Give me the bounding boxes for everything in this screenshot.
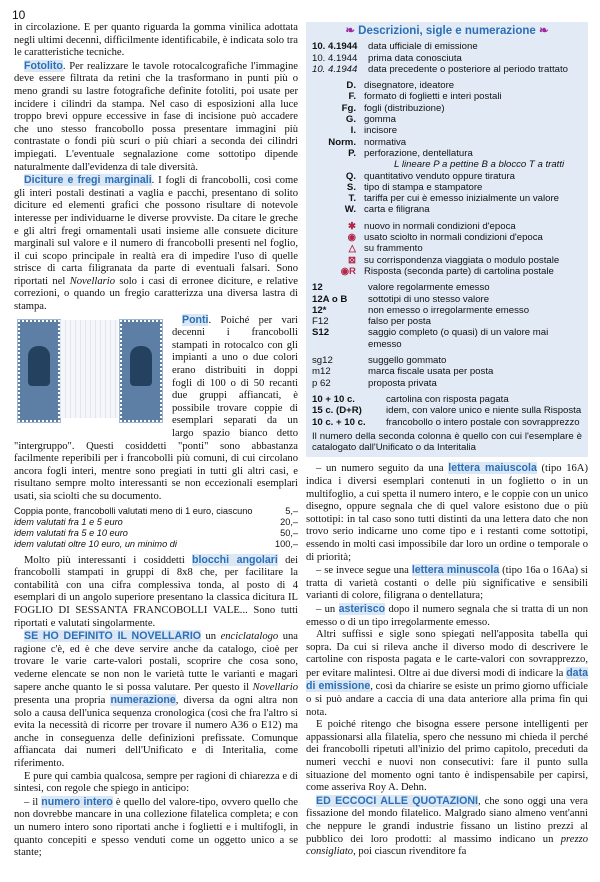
heading-fotolito: Fotolito [24, 59, 63, 72]
legend-row: T. tariffa per cui è emesso inizialmente un valore [348, 193, 559, 205]
legend-row: △ su frammento [312, 243, 582, 254]
heading-numerazione: numerazione [110, 694, 176, 707]
reply-icon: ◉R [340, 265, 356, 277]
heading-definito: SE HO DEFINITO IL NOVELLARIO [24, 630, 202, 643]
price-table [14, 506, 298, 550]
legend-row: S. tipo di stampa e stampatore [346, 181, 483, 193]
legend-row: ⊠ su corrispondenza viaggiata o modulo postale [312, 255, 582, 266]
legend-row: I. incisore [350, 125, 398, 137]
stamp-right [120, 320, 162, 422]
heading-maiuscola: lettera maiuscola [448, 462, 537, 475]
text-novellario-em: Novellario [69, 275, 116, 287]
intergroup-gutter [60, 320, 118, 418]
paragraph-intelligenti: E poiché ritengo che bisogna essere persone intelligenti per appassionarsi alla filatelia, spero che nessuno mi chieda il perché dei francobolli ripetuti all'inizio del primo capitolo, preceduti da numeri vecchi e nuovi non consecutivi: fare il punto sulla situazione del momento ogni tanto è indispensabile per capirsi, come asseriva Roy A. Dehn. [306, 719, 588, 794]
heading-data-emissione: data di emissione [306, 666, 588, 693]
paragraph-regole: E pure qui cambia qualcosa, sempre per ragioni di chiarezza e di sintesi, con regole che spiego in anticipo: [14, 770, 298, 795]
heading-asterisco: asterisco [338, 602, 386, 615]
legend-row: sg12 suggello gommato [312, 355, 447, 367]
paragraph-blocchi: Molto più interessanti i cosiddetti blocchi angolari dei francobolli stampati in gruppi di 8x8 che, per facilitare la contabilità con una cifra complessiva tonda, al posto di 4 esemplari di un angolo superiore presentano la classica dicitura IL FOGLIO DI SESSANTA FRANCOBOLLI VALE... Sono tutti riportati e valutati singolarmente. [14, 553, 299, 629]
legend-row: m12 marca fiscale usata per posta [312, 366, 494, 378]
text-ponti: . Poiché per vari decenni i francobolli stampati in rotocalco con gli impianti a uno o due colori erano distribuiti in doppi fogli di 100 o di 50 recanti due gruppi affiancati, è possibile trovare coppie di esemplari separati da un largo spazio bianco detto "intergruppo". Questi cosiddetti "ponti" sono abbastanza facilmente reperibili per i francobolli più comuni, di cui circolano ancora fogli interi, mentre sono pregiati in tutti gli altri casi, e risultano sempre molto interessanti se non eccezionali esemplari usati, sia sciolti che su documento. [14, 314, 298, 502]
heading-quotazioni: ED ECCOCI ALLE QUOTAZIONI [316, 794, 478, 807]
left-column [14, 22, 298, 860]
paragraph-maiuscola: – un numero seguito da una lettera maiuscola (tipo 16A) indica i diversi esemplari contenuti in un foglietto o in un multifoglio, a cui spetta il numero intero, e le coppie con un unico disegno, oppure segnala che di quel valore esistono due o più sottotipi: in tal caso sono tutti distinti da una lettera dato che non trovo serio indicarne uno come tipo e i restanti come sottotipi, essendo in molti casi impossibile dar loro un ordine o temporale o di priorità; [306, 462, 588, 563]
paragraph-minuscola: – se invece segue una lettera minuscola (tipo 16a o 16Aa) si tratta di varietà costanti o delle più significative e sensibili varianti di colore, filigrana o dentellatura; [306, 564, 588, 602]
legend-row: L lineare P a pettine B a blocco T a tratti [394, 159, 565, 171]
heading-blocchi: blocchi angolari [192, 553, 278, 566]
stamp-pair-image [14, 316, 166, 428]
legend-row: p 62 proposta privata [312, 377, 437, 389]
stamp-left [18, 320, 60, 422]
paragraph-diciture [14, 174, 298, 314]
right-column [306, 22, 588, 859]
legend-row: S12 saggio completo (o quasi) di un valore mai emesso [312, 327, 549, 350]
legend-row: Q. quantitativo venduto oppure tiratura [345, 170, 515, 182]
paragraph-definito: SE HO DEFINITO IL NOVELLARIO un enciclatalogo una ragione c'è, ed è che deve servire anche da catalogo, cioè per trovare le varie carte-valori postali, scoprire che cosa sono, vederne elencate se non non le varietà tutte le varianti e magari sapere anche quanto le si possa valutare. Per questo il Novellario presenta una propria numerazione, diversa da ogni altra non solo a causa dell'unica sequenza cronologica (così che fra l'altro si evita la necessità di ricorre per trovare il numero A36 o E12) ma anche in conseguenza delle definizioni prefissate. Comunque affiancata dai numeri dell'Unificato e di Interitalia, come riferimento. [14, 630, 299, 770]
legend-row: 15 c. (D+R) idem, con valore unico e niente sulla Risposta [312, 405, 582, 417]
price-row: idem valutati fra 1 e 5 euro 20,– [14, 516, 298, 527]
legend-row: 10. 4.1944 prima data conosciuta [312, 52, 462, 64]
legend-box [306, 22, 588, 457]
ornament-icon: ❧ [345, 25, 355, 37]
legend-row: ◉R Risposta (seconda parte) di cartolina postale [312, 266, 582, 277]
legend-row: 12A o B sottotipi di uno stesso valore [312, 293, 490, 305]
legend-row: Fg. fogli (distribuzione) [341, 102, 445, 114]
legend-row: 10 + 10 c. cartolina con risposta pagata [312, 393, 509, 405]
legend-row: D. disegnatore, ideatore [346, 80, 455, 92]
legend-row: F12 falso per posta [312, 316, 431, 328]
fragment-icon: △ [348, 243, 356, 255]
text-diciture-2: solo i casi di erronee diciture, e relative correzioni, o quando un fregio caratterizza una diversa lastra di stampa. [14, 275, 298, 313]
legend-row: P. perforazione, dentellatura [348, 147, 473, 159]
text-diciture: . I fogli di francobolli, così come gli interi postali destinati a vaglia e pacchi, presentano di solito diciture ed elementi grafici che possono risultare di notevole interesse per individuarne le diverse provviste. Da citare le greche e gli altri fregi ornamentali usati insieme alle consuete diciture marginali sul valore e il numero di francobolli presenti nel foglio, il cui scopo principale in realtà era di impedire l'uso di quelle strisce di carta filigranata da parte di eventuali falsari. Sono riportati nel [14, 175, 299, 287]
heading-ponti: Ponti [182, 313, 209, 326]
legend-row: 12 valore regolarmente emesso [312, 282, 490, 294]
text-fotolito: . Per realizzare le tavole rotocalcografiche l'immagine deve essere filtrata da retini che la trasformano in punti più o meno grandi su lastre fotografiche definite fotoliti, poi usate per incidere i cilindri da stampa. Nel caso di esposizioni alla luce troppo brevi oppure eccessive in fase di incisione può accadere che uno stesso francobollo possa presentare immagini più contrastate o fondi più scuri o più chiari a seconda dei cilindri impiegati. L'eventuale segnalazione come sottotipo dipende naturalmente dall'evidenza di tale diversità. [14, 60, 298, 173]
ornament-icon: ❧ [539, 25, 549, 37]
legend-row: W. carta e filigrana [344, 204, 430, 216]
legend-row: ✱ nuovo in normali condizioni d'epoca [312, 221, 582, 232]
price-row: idem valutati oltre 10 euro, un minimo di 100,– [14, 538, 298, 549]
price-row: idem valutati fra 5 e 10 euro 50,– [14, 527, 298, 538]
mint-icon: ✱ [347, 220, 356, 232]
legend-row: 12* non emesso o irregolarmente emesso [312, 304, 530, 316]
heading-diciture: Diciture e fregi marginali [24, 174, 152, 187]
paragraph-fotolito [14, 60, 298, 174]
page-number: 10 [12, 8, 26, 22]
paragraph-suffissi: Altri suffissi e sigle sono spiegati nell'apposita tabella qui sopra. Da cui si rileva anche il diverso modo di descrivere le cartoline con risposta pagata e le carte-valori con sovrapprezzo, per evitare malintesi. Oltre ai due diversi modi di indicare la data di emissione, così da chiarire se esiste un primo giorno ufficiale o si può andare a caccia di una data anteriore alla prima fin qui nota. [306, 629, 588, 718]
used-icon: ◉ [347, 232, 356, 244]
paragraph-asterisco: – un asterisco dopo il numero segnala che si tratta di un non emesso o di un tipo irregolarmente emesso. [306, 602, 588, 628]
heading-minuscola: lettera minuscola [411, 564, 500, 577]
legend-row: G. gomma [345, 114, 396, 126]
paragraph-numero-intero: – il numero intero è quello del valore-tipo, ovvero quello che non dovrebbe mancare in una collezione filatelica completa; e con un numero intero sono riportati anche i foglietti e i multifogli, in quanto concepiti e spesso venduti come un oggetto unico a se stante; [14, 795, 298, 859]
paragraph-quotazioni: ED ECCOCI ALLE QUOTAZIONI, che sono oggi una vera fissazione del mondo filatelico. Malgrado siano almeno vent'anni che neppure le grandi industrie fissano un listino prezzi al pubblico dei loro prodotti: al massimo indicano un prezzo consigliato, poi ciascun rivenditore fa [306, 794, 588, 858]
legend-title: ❧ Descrizioni, sigle e numerazione ❧ [345, 25, 549, 37]
legend-note: Il numero della seconda colonna è quello con cui l'esemplare è catalogato dall'Unificato o da Interitalia [312, 430, 582, 454]
legend-row: 10 c. + 10 c. francobollo o intero postale con sovrapprezzo [312, 416, 580, 428]
paragraph-intro: in circolazione. E per quanto riguarda la gomma vinilica adottata negli ultimi decenni, difficilmente identificabile, è indicata solo tra le caratteristiche tecniche. [14, 22, 298, 59]
cover-icon: ⊠ [347, 254, 356, 266]
legend-row: 10. 4.1944 data ufficiale di emissione [312, 41, 478, 53]
legend-row: Norm. normativa [328, 136, 407, 148]
legend-row: 10. 4.1944 data precedente o posteriore al periodo trattato [312, 63, 569, 75]
price-row: Coppia ponte, francobolli valutati meno di 1 euro, ciascuno 5,– [14, 505, 298, 516]
legend-row: ◉ usato sciolto in normali condizioni d'epoca [312, 232, 582, 243]
heading-numero-intero: numero intero [41, 795, 113, 808]
legend-row: F. formato di foglietti e interi postali [348, 91, 502, 103]
